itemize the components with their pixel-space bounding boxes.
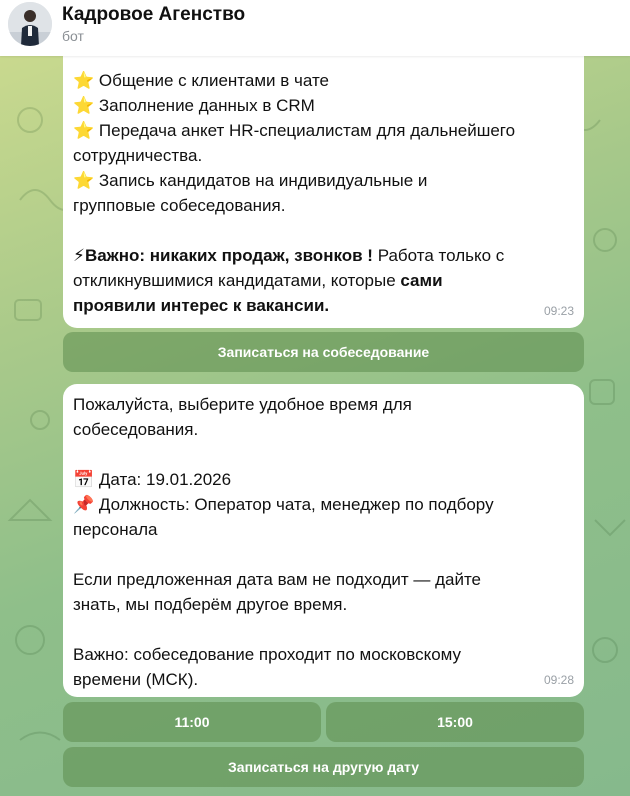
spacer bbox=[73, 218, 572, 243]
chat-header[interactable] bbox=[0, 0, 630, 56]
list-item bbox=[73, 93, 572, 118]
other-date-button[interactable]: Записаться на другую дату bbox=[63, 747, 584, 787]
spacer bbox=[73, 617, 572, 642]
lightning-icon: ⚡ bbox=[73, 246, 85, 265]
position-line bbox=[73, 492, 572, 517]
star-icon: ⭐ bbox=[73, 121, 95, 140]
bot-avatar[interactable] bbox=[8, 2, 52, 46]
list-item-continuation: сотрудничества. bbox=[73, 146, 203, 165]
important-note-line3 bbox=[73, 293, 572, 318]
important-note-line2 bbox=[73, 268, 572, 293]
message-text: собеседования. bbox=[73, 420, 199, 439]
list-item-text: Заполнение данных в CRM bbox=[98, 96, 315, 115]
star-icon: ⭐ bbox=[73, 71, 95, 90]
message-text: Важно: собеседование проходит по московскому bbox=[73, 645, 462, 664]
position-text: Должность: Оператор чата, менеджер по подбору bbox=[98, 495, 494, 514]
list-item-continuation: групповые собеседования. bbox=[73, 196, 286, 215]
chat-title: Кадровое Агенство bbox=[62, 4, 246, 25]
time-slot-button-11[interactable]: 11:00 bbox=[63, 702, 321, 742]
message-time: 09:23 bbox=[543, 304, 574, 318]
important-bold-text: сами bbox=[400, 271, 443, 290]
message-bubble-schedule bbox=[63, 384, 584, 697]
important-note bbox=[73, 243, 572, 268]
important-bold-text: проявили интерес к вакансии. bbox=[73, 296, 330, 315]
list-item bbox=[73, 68, 572, 93]
important-text: Работа только с bbox=[372, 246, 505, 265]
list-item bbox=[73, 118, 572, 143]
message-text: Пожалуйста, выберите удобное время для bbox=[73, 395, 412, 414]
date-line bbox=[73, 467, 572, 492]
star-icon: ⭐ bbox=[73, 171, 95, 190]
spacer bbox=[73, 542, 572, 567]
list-item-text: Запись кандидатов на индивидуальные и bbox=[98, 171, 428, 190]
position-line-continuation: персонала bbox=[73, 520, 158, 539]
chat-subtitle: бот bbox=[62, 28, 84, 44]
spacer bbox=[73, 442, 572, 467]
message-text: Если предложенная дата вам не подходит — дайте bbox=[73, 570, 482, 589]
message-bubble-job-description bbox=[63, 46, 584, 328]
message-text: времени (МСК). bbox=[73, 670, 199, 689]
list-item-text: Передача анкет HR-специалистам для дальнейшего bbox=[98, 121, 516, 140]
list-item bbox=[73, 168, 572, 193]
pushpin-icon: 📌 bbox=[73, 495, 95, 514]
calendar-icon: 📅 bbox=[73, 470, 95, 489]
time-slot-button-15[interactable]: 15:00 bbox=[326, 702, 584, 742]
list-item-text: Общение с клиентами в чате bbox=[98, 71, 329, 90]
important-bold-text: Важно: никаких продаж, звонков ! bbox=[84, 246, 373, 265]
message-time: 09:28 bbox=[543, 673, 574, 687]
date-text: Дата: 19.01.2026 bbox=[98, 470, 232, 489]
message-text: знать, мы подберём другое время. bbox=[73, 595, 348, 614]
signup-interview-button[interactable]: Записаться на собеседование bbox=[63, 332, 584, 372]
star-icon: ⭐ bbox=[73, 96, 95, 115]
important-text: откликнувшимися кандидатами, которые bbox=[73, 271, 401, 290]
